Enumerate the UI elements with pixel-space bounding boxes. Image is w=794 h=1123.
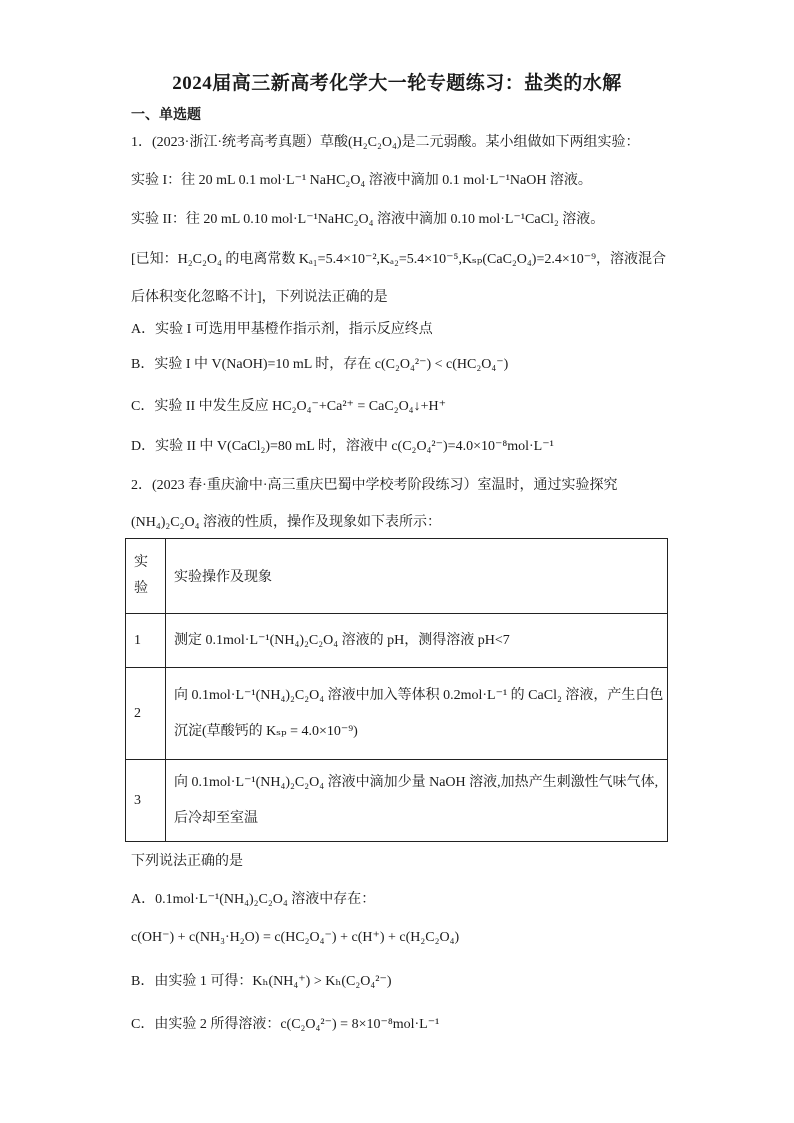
table-header-row <box>126 539 668 614</box>
q1-option-d: D．实验 II 中 V(CaCl₂)=80 mL 时，溶液中 c(C₂O₄²⁻)=4.0×10⁻⁸mol·L⁻¹ <box>131 439 554 454</box>
row-number: 2 <box>126 668 166 760</box>
table-row <box>126 760 668 842</box>
q1-experiment-1: 实验 I：往 20 mL 0.1 mol·L⁻¹ NaHC₂O₄ 溶液中滴加 0.1 mol·L⁻¹NaOH 溶液。 <box>131 173 592 188</box>
q1-known-2: 后体积变化忽略不计]，下列说法正确的是 <box>131 290 388 305</box>
q2-option-b: B．由实验 1 可得：Kₕ(NH₄⁺) > Kₕ(C₂O₄²⁻) <box>131 974 392 989</box>
table-row <box>126 668 668 760</box>
row-number: 1 <box>126 614 166 668</box>
table-row <box>126 614 668 668</box>
row-description: 向 0.1mol·L⁻¹(NH₄)₂C₂O₄ 溶液中加入等体积 0.2mol·L⁻¹ 的 CaCl₂ 溶液，产生白色 沉淀(草酸钙的 Kₛₚ = 4.0×10⁻⁹) <box>166 668 668 760</box>
q1-experiment-2: 实验 II：往 20 mL 0.10 mol·L⁻¹NaHC₂O₄ 溶液中滴加 0.10 mol·L⁻¹CaCl₂ 溶液。 <box>131 212 605 227</box>
q2-option-c: C．由实验 2 所得溶液：c(C₂O₄²⁻) = 8×10⁻⁸mol·L⁻¹ <box>131 1017 440 1032</box>
q2-question: 下列说法正确的是 <box>131 854 243 869</box>
header-experiment: 实验 <box>126 539 166 614</box>
q1-stem: 1．(2023·浙江·统考高考真题）草酸(H₂C₂O₄)是二元弱酸。某小组做如下两组实验： <box>131 135 640 150</box>
q2-option-a: A．0.1mol·L⁻¹(NH₄)₂C₂O₄ 溶液中存在： <box>131 892 376 907</box>
header-description: 实验操作及现象 <box>166 539 668 614</box>
q2-stem-1: 2．(2023 春·重庆渝中·高三重庆巴蜀中学校考阶段练习）室温时，通过实验探究 <box>131 478 618 493</box>
q1-known-1: [已知：H₂C₂O₄ 的电离常数 Kₐ₁=5.4×10⁻²,Kₐ₂=5.4×10⁻⁵,Kₛₚ(CaC₂O₄)=2.4×10⁻⁹，溶液混合 <box>131 252 667 267</box>
experiment-table <box>125 538 668 842</box>
q1-option-a: A．实验 I 可选用甲基橙作指示剂，指示反应终点 <box>131 322 433 337</box>
q1-option-c: C．实验 II 中发生反应 HC₂O₄⁻+Ca²⁺ = CaC₂O₄↓+H⁺ <box>131 399 446 414</box>
row-number: 3 <box>126 760 166 842</box>
row-description: 向 0.1mol·L⁻¹(NH₄)₂C₂O₄ 溶液中滴加少量 NaOH 溶液,加热产生刺激性气味气体, 后冷却至室温 <box>166 760 668 842</box>
q2-stem-2: (NH₄)₂C₂O₄ 溶液的性质，操作及现象如下表所示： <box>131 515 442 530</box>
section-heading: 一、单选题 <box>131 108 201 123</box>
page-title: 2024届高三新高考化学大一轮专题练习：盐类的水解 <box>172 73 622 94</box>
q1-option-b: B．实验 I 中 V(NaOH)=10 mL 时，存在 c(C₂O₄²⁻) < c(HC₂O₄⁻) <box>131 357 509 372</box>
row-description: 测定 0.1mol·L⁻¹(NH₄)₂C₂O₄ 溶液的 pH，测得溶液 pH<7 <box>166 614 668 668</box>
q2-option-a-equation: c(OH⁻) + c(NH₃·H₂O) = c(HC₂O₄⁻) + c(H⁺) + c(H₂C₂O₄) <box>131 930 460 945</box>
